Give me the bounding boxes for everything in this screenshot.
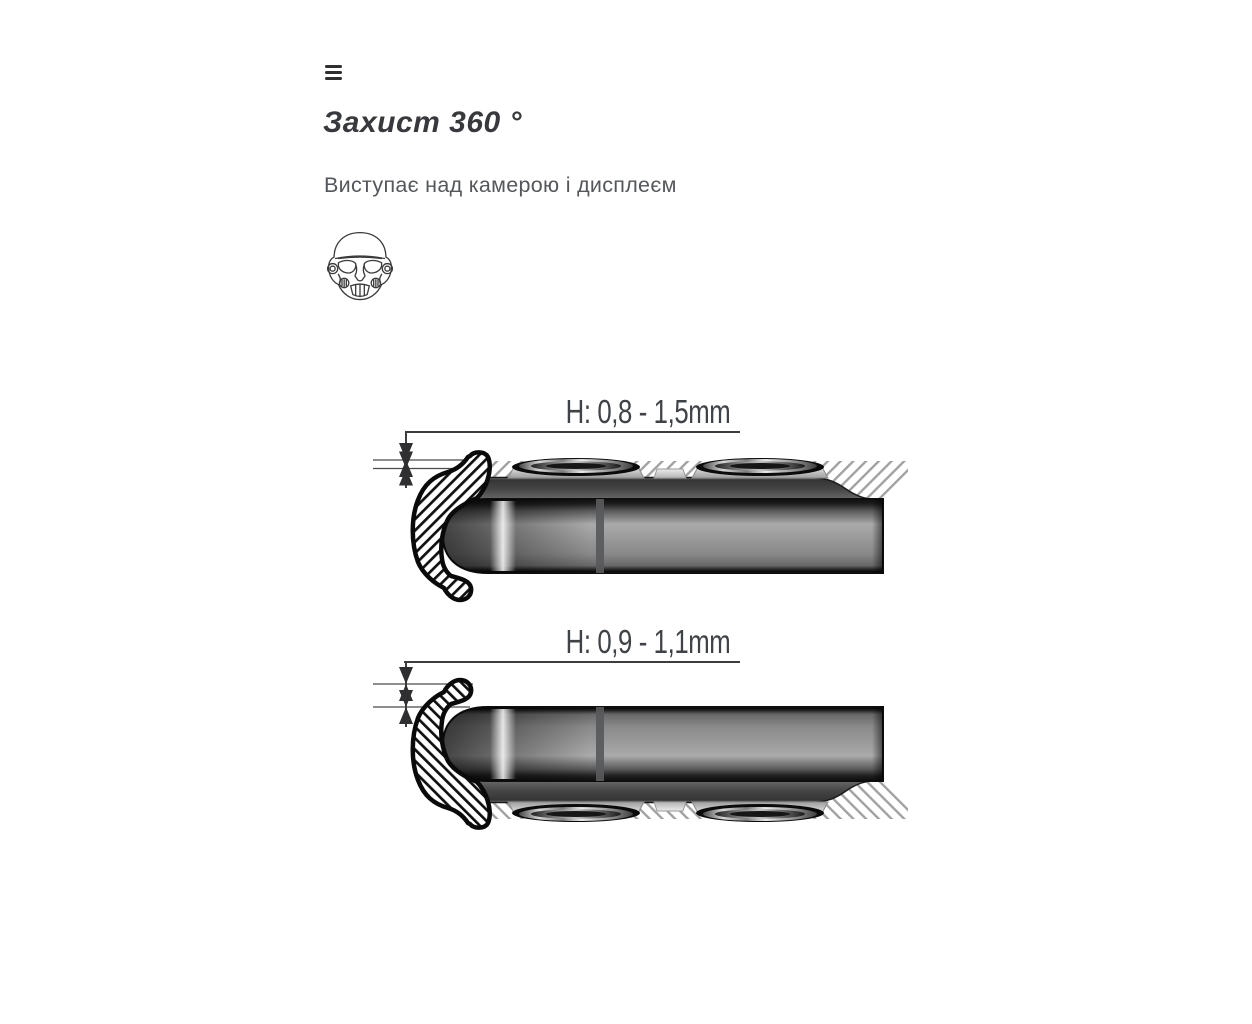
phone-cross-section-camera-up (413, 452, 908, 600)
diagram-camera-side (360, 380, 920, 612)
hamburger-icon (325, 65, 342, 68)
diagram-display-side (360, 610, 920, 842)
page-subtitle: Виступає над камерою і дисплеєм (324, 173, 677, 197)
phone-cross-section-display-up (413, 680, 908, 828)
hamburger-menu-button[interactable] (325, 65, 343, 81)
dimension-label: H: 0,9 - 1,1mm (565, 624, 731, 661)
stormtrooper-helmet-icon (324, 226, 396, 304)
dimension-label: H: 0,8 - 1,5mm (565, 394, 731, 431)
page-title: Захист 360 ° (323, 106, 523, 139)
